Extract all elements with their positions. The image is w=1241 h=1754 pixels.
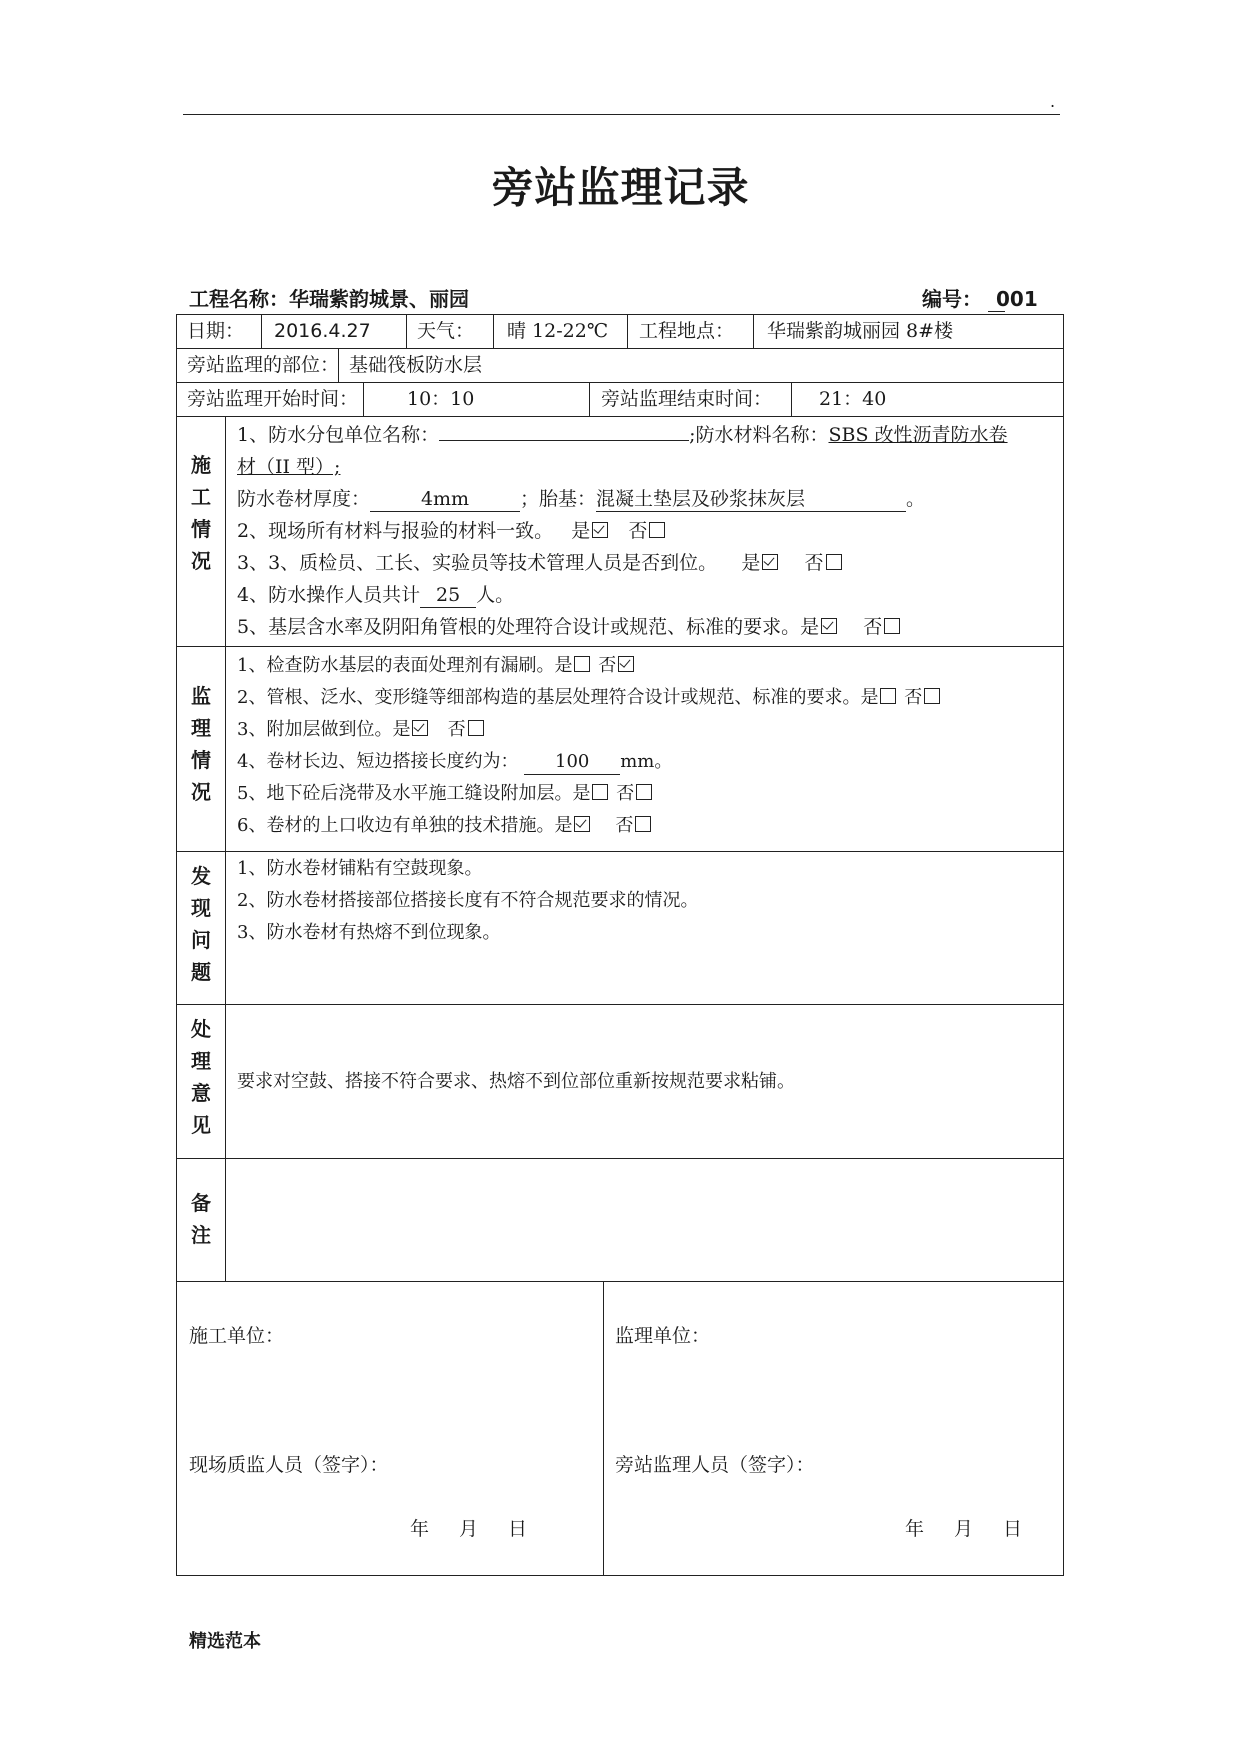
rule xyxy=(177,851,1063,852)
checkbox-icon[interactable] xyxy=(592,784,608,800)
page-title: 旁站监理记录 xyxy=(491,163,750,212)
rule xyxy=(177,348,1063,349)
left-date-line: 年 月 日 xyxy=(410,1518,528,1540)
problem-item: 3、防水卷材有热熔不到位现象。 xyxy=(237,922,501,943)
rule xyxy=(177,416,1063,417)
part-value: 基础筏板防水层 xyxy=(349,354,483,376)
checkbox-checked-icon[interactable] xyxy=(618,656,634,672)
rule xyxy=(589,382,590,416)
site-value: 华瑞紫韵城丽园 8#楼 xyxy=(767,320,954,342)
construction-label: 施 工 情 况 xyxy=(191,453,211,573)
problem-item: 2、防水卷材搭接部位搭接长度有不符合规范要求的情况。 xyxy=(237,890,699,911)
checkbox-checked-icon[interactable] xyxy=(821,618,837,634)
site-inspector-signature-label: 现场质监人员（签字）： xyxy=(189,1454,389,1476)
construction-line-1: 1、防水分包单位名称： ;防水材料名称：SBS 改性沥青防水卷 xyxy=(237,424,1008,446)
opinion-label: 处 理 意 见 xyxy=(191,1017,211,1137)
record-number xyxy=(922,283,1038,312)
date-value: 2016.4.27 xyxy=(274,320,371,342)
construction-body xyxy=(237,419,1008,643)
rule xyxy=(177,1158,1063,1159)
construction-line-4: 2、现场所有材料与报验的材料一致。 是 否 xyxy=(237,515,1008,547)
construction-line-5: 3、3、质检员、工长、实验员等技术管理人员是否到位。 是 否 xyxy=(237,547,1008,579)
record-table xyxy=(176,314,1064,1576)
construction-line-6: 4、防水操作人员共计 25 人。 xyxy=(237,584,515,606)
problem-item: 1、防水卷材铺粘有空鼓现象。 xyxy=(237,858,483,879)
opinion-text: 要求对空鼓、搭接不符合要求、热熔不到位部位重新按规范要求粘铺。 xyxy=(237,1071,795,1092)
supervision-label: 监 理 情 况 xyxy=(191,684,211,804)
rule xyxy=(493,315,494,348)
header-rule xyxy=(183,114,1060,115)
problems-label: 发 现 问 题 xyxy=(191,864,211,984)
construction-unit-label: 施工单位： xyxy=(189,1325,285,1347)
supervision-body xyxy=(237,650,942,842)
checkbox-icon[interactable] xyxy=(826,554,842,570)
rule xyxy=(177,1281,1063,1282)
workers-count: 25 xyxy=(420,583,476,608)
rule xyxy=(177,646,1063,647)
checkbox-icon[interactable] xyxy=(884,618,900,634)
date-label: 日期： xyxy=(187,320,245,342)
footer-text: 精选范本 xyxy=(189,1631,261,1652)
rule xyxy=(177,1004,1063,1005)
problems-body xyxy=(237,853,698,949)
checkbox-checked-icon[interactable] xyxy=(412,720,428,736)
rule xyxy=(261,315,262,348)
subcontractor-field xyxy=(439,440,689,441)
part-label: 旁站监理的部位： xyxy=(187,354,340,376)
supervision-line-6: 6、卷材的上口收边有单独的技术措施。是 否 xyxy=(237,810,942,842)
right-date-line: 年 月 日 xyxy=(905,1518,1023,1540)
checkbox-checked-icon[interactable] xyxy=(592,522,608,538)
project-name: 工程名称：华瑞紫韵城景、丽园 xyxy=(189,287,469,311)
checkbox-icon[interactable] xyxy=(468,720,484,736)
checkbox-icon[interactable] xyxy=(649,522,665,538)
rule xyxy=(627,315,628,348)
rule xyxy=(753,315,754,348)
checkbox-icon[interactable] xyxy=(574,656,590,672)
end-time-value: 21：40 xyxy=(819,388,887,410)
start-time-label: 旁站监理开始时间： xyxy=(187,388,359,410)
material-name: SBS 改性沥青防水卷 xyxy=(828,424,1008,446)
start-time-value: 10：10 xyxy=(407,388,475,410)
end-time-label: 旁站监理结束时间： xyxy=(601,388,773,410)
checkbox-icon[interactable] xyxy=(880,688,896,704)
remarks-label: 备 注 xyxy=(191,1191,211,1247)
construction-line-7: 5、基层含水率及阴阳角管根的处理符合设计或规范、标准的要求。是 否 xyxy=(237,611,1008,643)
supervision-line-4: 4、卷材长边、短边搭接长度约为： 100 mm。 xyxy=(237,746,942,778)
construction-line-3: 防水卷材厚度： 4mm ；胎基：混凝土垫层及砂浆抹灰层 。 xyxy=(237,488,926,510)
checkbox-checked-icon[interactable] xyxy=(762,554,778,570)
rule xyxy=(406,315,407,348)
rule xyxy=(177,382,1063,383)
supervision-line-3: 3、附加层做到位。是 否 xyxy=(237,714,942,746)
rule xyxy=(603,1281,604,1575)
overlap-value: 100 xyxy=(524,750,620,775)
weather-value: 晴 12-22℃ xyxy=(507,320,609,342)
checkbox-icon[interactable] xyxy=(636,784,652,800)
supervision-line-5: 5、地下砼后浇带及水平施工缝设附加层。是 否 xyxy=(237,778,942,810)
supervision-line-2: 2、管根、泛水、变形缝等细部构造的基层处理符合设计或规范、标准的要求。是 否 xyxy=(237,682,942,714)
construction-line-2: 材（II 型）; xyxy=(237,456,341,478)
weather-label: 天气： xyxy=(417,320,475,342)
checkbox-checked-icon[interactable] xyxy=(574,816,590,832)
supervision-unit-label: 监理单位： xyxy=(615,1325,711,1347)
thickness-value: 4mm xyxy=(370,487,520,512)
supervisor-signature-label: 旁站监理人员（签字）： xyxy=(615,1454,815,1476)
rule xyxy=(225,416,226,1281)
record-number-value: 001 xyxy=(988,287,1005,312)
checkbox-icon[interactable] xyxy=(635,816,651,832)
checkbox-icon[interactable] xyxy=(924,688,940,704)
record-number-label: 编号： xyxy=(922,287,982,311)
rule xyxy=(363,382,364,416)
supervision-line-1: 1、检查防水基层的表面处理剂有漏刷。是 否 xyxy=(237,650,942,682)
base-value: 混凝土垫层及砂浆抹灰层 xyxy=(596,487,906,512)
header-dot: . xyxy=(1050,92,1056,111)
rule xyxy=(791,382,792,416)
site-label: 工程地点： xyxy=(639,320,735,342)
